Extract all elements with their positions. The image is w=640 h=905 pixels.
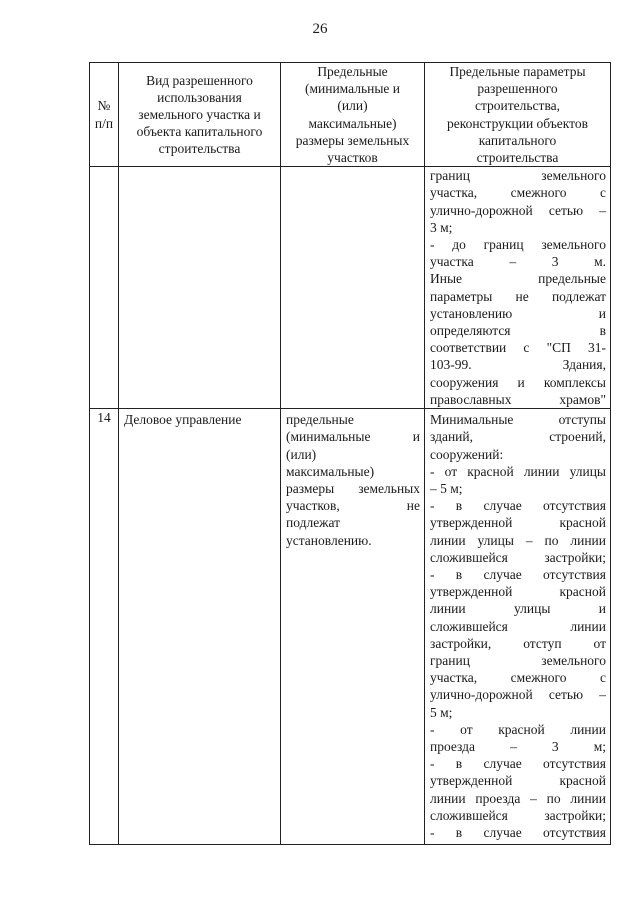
text-line: сооружений: bbox=[430, 446, 504, 462]
text-line: границ земельного bbox=[430, 168, 606, 184]
text-line: участка, смежного с bbox=[430, 185, 606, 201]
text-line: зданий, строений, bbox=[430, 429, 606, 445]
table-header-row bbox=[90, 63, 611, 167]
text-line: православных храмов" bbox=[430, 391, 606, 407]
text-line: участка – 3 м. bbox=[430, 254, 606, 270]
header-text-line: капитального bbox=[478, 132, 557, 148]
text-line: - до границ земельного bbox=[430, 237, 606, 253]
header-text-line: объекта капитального bbox=[136, 124, 263, 140]
row-number-cell bbox=[90, 167, 119, 409]
header-text-line: строительства, bbox=[474, 98, 561, 114]
text-line: (или) bbox=[286, 446, 317, 462]
header-text-line: (или) bbox=[337, 98, 368, 114]
text-line: сложившейся застройки; bbox=[430, 549, 606, 565]
zoning-parameters-table bbox=[89, 62, 611, 845]
header-text-line: максимальные) bbox=[308, 115, 397, 131]
header-text-line: Вид разрешенного bbox=[146, 72, 253, 88]
text-line: 103-99. Здания, bbox=[430, 357, 606, 373]
page-number: 26 bbox=[312, 21, 328, 37]
text-line: размеры земельных bbox=[286, 481, 420, 497]
text-line: параметры не подлежат bbox=[430, 288, 606, 304]
text-line: линии проезда – по линии bbox=[430, 790, 606, 806]
row-number-cell: 14 bbox=[90, 409, 119, 845]
header-text-line: (минимальные и bbox=[304, 81, 401, 97]
header-text-line: № bbox=[97, 98, 111, 114]
text-line: определяются в bbox=[430, 323, 606, 339]
header-plot-sizes bbox=[281, 63, 425, 167]
use-kind-cell bbox=[119, 409, 281, 845]
text-line: сложившейся линии bbox=[430, 618, 606, 634]
text-line: Минимальные отступы bbox=[430, 412, 606, 428]
plot-sizes-cell bbox=[281, 409, 425, 845]
text-line: линии улицы – по линии bbox=[430, 532, 606, 548]
header-text-line: земельного участка и bbox=[138, 107, 261, 122]
header-use-kind bbox=[119, 63, 281, 167]
text-line: улично-дорожной сетью – bbox=[430, 202, 606, 218]
header-construction-params bbox=[425, 63, 611, 167]
text-line: улично-дорожной сетью – bbox=[430, 687, 606, 703]
text-line: установлению. bbox=[286, 532, 372, 548]
header-text-line: реконструкции объектов bbox=[446, 115, 589, 131]
text-line: - в случае отсутствия bbox=[430, 825, 606, 841]
construction-params-cell bbox=[425, 409, 611, 845]
text-line: предельные bbox=[286, 412, 354, 428]
text-line: сложившейся застройки; bbox=[430, 807, 606, 823]
header-text-line: размеры земельных bbox=[295, 132, 410, 148]
text-line: – 5 м; bbox=[430, 481, 463, 497]
table-row bbox=[90, 409, 611, 845]
text-line: максимальные) bbox=[286, 463, 375, 479]
text-line: 5 м; bbox=[430, 704, 453, 720]
text-line: участка, смежного с bbox=[430, 670, 606, 686]
text-line: подлежат bbox=[286, 515, 341, 531]
text-line: Иные предельные bbox=[430, 271, 606, 287]
header-text-line: использования bbox=[157, 89, 242, 105]
text-line: границ земельного bbox=[430, 653, 606, 669]
text-line: - от красной линии улицы bbox=[430, 463, 606, 479]
text-line: утвержденной красной bbox=[430, 584, 606, 600]
text-line: - в случае отсутствия bbox=[430, 498, 606, 514]
header-text-line: Предельные параметры bbox=[449, 64, 586, 79]
text-line: проезда – 3 м; bbox=[430, 739, 606, 755]
text-line: застройки, отступ от bbox=[430, 635, 606, 651]
text-line: линии улицы и bbox=[430, 601, 606, 617]
text-line: утвержденной красной bbox=[430, 515, 606, 531]
header-text-line: п/п bbox=[94, 115, 114, 131]
text-line: утвержденной красной bbox=[430, 773, 606, 789]
header-text-line: строительства bbox=[476, 150, 559, 166]
use-kind-text: Деловое управление bbox=[124, 412, 242, 428]
header-text-line: строительства bbox=[158, 141, 241, 157]
construction-params-cell bbox=[425, 167, 611, 409]
text-line: (минимальные и bbox=[286, 429, 420, 445]
text-line: сооружения и комплексы bbox=[430, 374, 606, 390]
header-text-line: участков bbox=[327, 150, 378, 166]
text-line: - в случае отсутствия bbox=[430, 756, 606, 772]
text-line: - в случае отсутствия bbox=[430, 567, 606, 583]
header-text-line: Предельные bbox=[317, 64, 388, 79]
plot-sizes-cell bbox=[281, 167, 425, 409]
header-number bbox=[90, 63, 119, 167]
text-line: 3 м; bbox=[430, 219, 453, 235]
text-line: участков, не bbox=[286, 498, 420, 514]
use-kind-cell bbox=[119, 167, 281, 409]
text-line: соответствии с "СП 31- bbox=[430, 340, 606, 356]
text-line: - от красной линии bbox=[430, 721, 606, 737]
header-text-line: разрешенного bbox=[477, 81, 558, 97]
text-line: установлению и bbox=[430, 305, 606, 321]
table-row bbox=[90, 167, 611, 409]
